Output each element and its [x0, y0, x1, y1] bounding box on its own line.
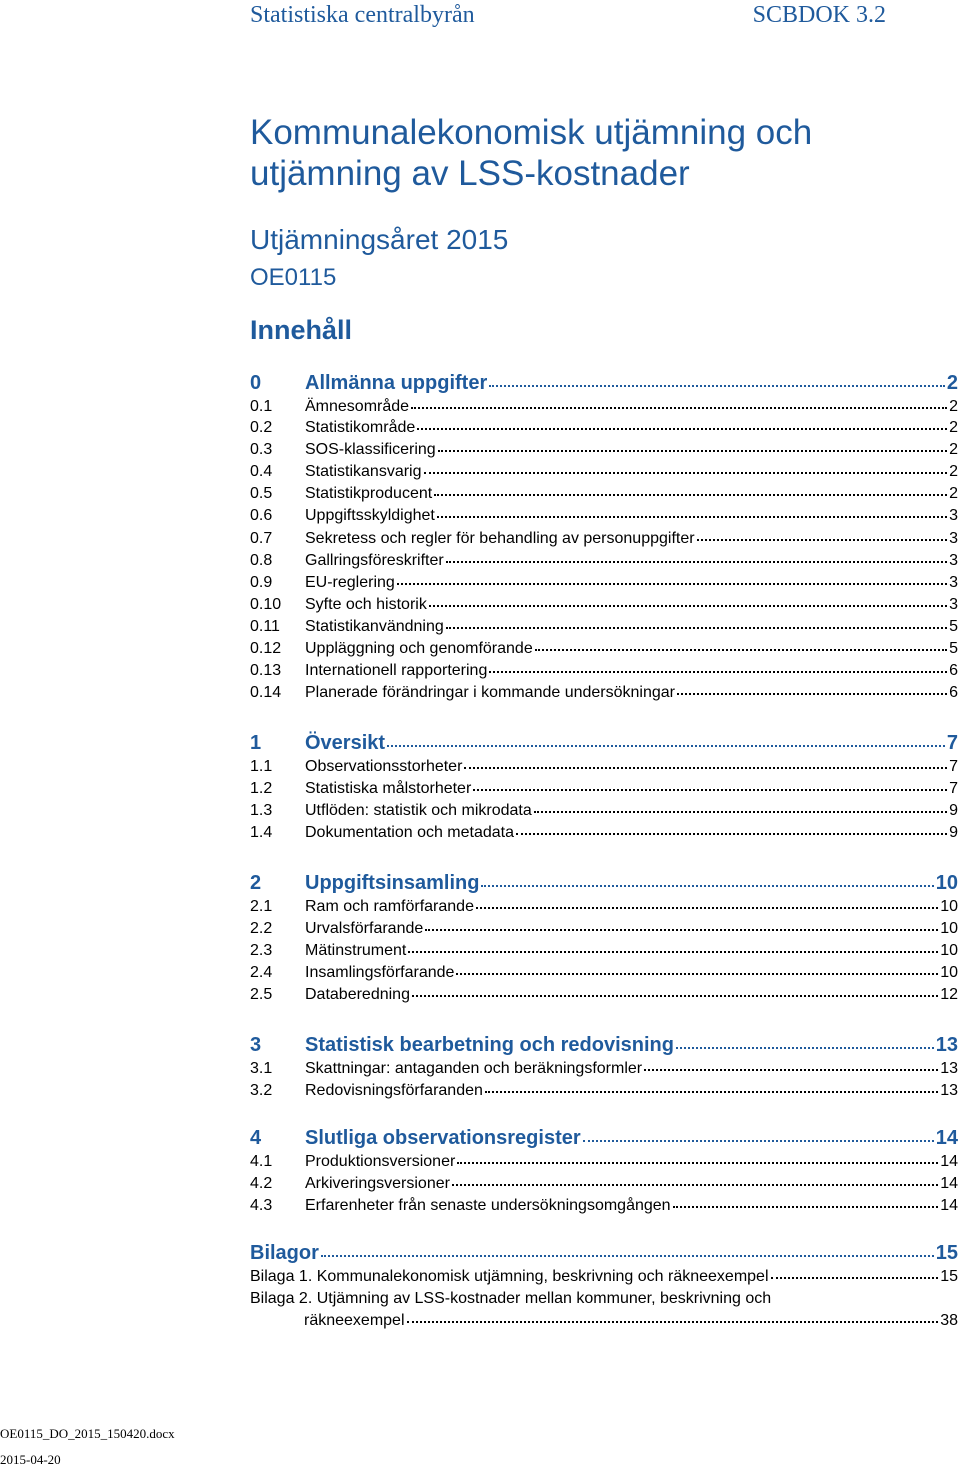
toc-entry-page: 38	[940, 1312, 958, 1329]
toc-entry[interactable]	[250, 398, 958, 416]
dot-leader	[464, 767, 947, 769]
toc-entry-number: 4.2	[250, 1175, 273, 1192]
dot-leader	[489, 385, 945, 387]
toc-entry-number: 0.5	[250, 485, 273, 502]
toc-entry-number: 0.14	[250, 684, 282, 701]
dot-leader	[534, 811, 947, 813]
dot-leader	[321, 1255, 934, 1257]
dot-leader	[473, 789, 947, 791]
toc-entry-title: Slutliga observationsregister	[305, 1127, 581, 1149]
toc-entry[interactable]	[250, 872, 958, 895]
toc-entry-number: 3.2	[250, 1082, 273, 1099]
toc-entry[interactable]	[250, 1175, 958, 1193]
toc-entry-number: 0	[250, 372, 262, 394]
toc-entry[interactable]	[250, 1268, 958, 1286]
toc-entry-title: Ram och ramförfarande	[305, 898, 474, 915]
dot-leader	[407, 1321, 939, 1323]
toc-entry-number: 0.2	[250, 419, 273, 436]
toc-entry-page: 13	[940, 1082, 958, 1099]
toc-entry-title: Erfarenheter från senaste undersökningsomgången	[305, 1197, 671, 1214]
dot-leader	[425, 929, 938, 931]
toc-entry-number: 0.10	[250, 596, 282, 613]
toc-entry-page: 2	[949, 463, 958, 480]
toc-entry-page: 13	[940, 1060, 958, 1077]
dot-leader	[446, 627, 947, 629]
toc-entry-title: Internationell rapportering	[305, 662, 488, 679]
toc-entry-page: 6	[949, 662, 958, 679]
toc-entry-number: 4.1	[250, 1153, 273, 1170]
dot-leader	[424, 472, 948, 474]
dot-leader	[456, 973, 938, 975]
toc-entry-number: 2.4	[250, 964, 273, 981]
toc-entry[interactable]	[250, 780, 958, 798]
toc-entry-page: 3	[949, 574, 958, 591]
toc-entry-title: Redovisningsförfaranden	[305, 1082, 483, 1099]
organization-name: Statistiska centralbyrån	[250, 2, 475, 28]
toc-entry[interactable]	[250, 684, 958, 702]
toc-entry[interactable]	[250, 1034, 958, 1057]
toc-entry-number: 4	[250, 1127, 262, 1149]
product-code: OE0115	[250, 264, 337, 291]
toc-entry-page: 3	[949, 596, 958, 613]
dot-leader	[485, 1091, 938, 1093]
toc-entry[interactable]	[250, 898, 958, 916]
toc-entry-number: 2.3	[250, 942, 273, 959]
toc-entry-number: 0.6	[250, 507, 273, 524]
toc-entry-page: 14	[935, 1127, 958, 1149]
dot-leader	[411, 407, 947, 409]
toc-entry-title: Ämnesområde	[305, 398, 410, 415]
toc-entry-number: 0.3	[250, 441, 273, 458]
toc-entry-page: 2	[949, 485, 958, 502]
toc-entry[interactable]	[250, 419, 958, 437]
toc-entry[interactable]	[250, 1242, 958, 1265]
toc-entry-title: SOS-klassificering	[305, 441, 436, 458]
toc-entry[interactable]	[250, 662, 958, 680]
toc-entry-title: Databeredning	[305, 986, 410, 1003]
toc-entry[interactable]	[250, 732, 958, 755]
toc-entry-title: Statistikområde	[305, 419, 416, 436]
dot-leader	[434, 494, 947, 496]
toc-entry-page: 10	[935, 872, 958, 894]
dot-leader	[583, 1140, 934, 1142]
toc-entry-number: 4.3	[250, 1197, 273, 1214]
toc-entry-title: Statistisk bearbetning och redovisning	[305, 1034, 674, 1056]
toc-entry[interactable]	[250, 552, 958, 570]
toc-entry-page: 10	[940, 942, 958, 959]
dot-leader	[412, 995, 938, 997]
toc-entry[interactable]	[250, 824, 958, 842]
toc-entry-title-continued: räkneexempel	[304, 1312, 405, 1329]
dot-leader	[673, 1206, 939, 1208]
toc-entry-title: Urvalsförfarande	[305, 920, 424, 937]
toc-entry-title: Statistikanvändning	[305, 618, 444, 635]
toc-entry[interactable]	[250, 463, 958, 481]
toc-entry[interactable]	[250, 1082, 958, 1100]
toc-entry-page: 14	[940, 1153, 958, 1170]
toc-entry-page: 2	[949, 441, 958, 458]
toc-entry-page: 3	[949, 552, 958, 569]
toc-entry-number: 1	[250, 732, 262, 754]
toc-entry-number: 3.1	[250, 1060, 273, 1077]
dot-leader	[452, 1184, 938, 1186]
dot-leader	[476, 907, 938, 909]
toc-entry-page: 12	[940, 986, 958, 1003]
toc-heading: Innehåll	[250, 315, 353, 345]
toc-entry-title: Bilaga 2. Utjämning av LSS-kostnader mellan kommuner, beskrivning och	[250, 1290, 772, 1307]
toc-entry-number: 2	[250, 872, 262, 894]
toc-entry-title: Observationsstorheter	[305, 758, 463, 775]
dot-leader	[438, 450, 947, 452]
toc-entry[interactable]	[250, 758, 958, 776]
footer-date: 2015-04-20	[0, 1452, 61, 1467]
toc-entry-page: 5	[949, 618, 958, 635]
toc-entry-title: Uppgiftsinsamling	[305, 872, 480, 894]
toc-entry-title: Statistikansvarig	[305, 463, 422, 480]
toc-entry-page: 10	[940, 898, 958, 915]
toc-entry-title: Statistikproducent	[305, 485, 433, 502]
toc-entry-number: 1.4	[250, 824, 273, 841]
toc-entry-number: 2.2	[250, 920, 273, 937]
toc-entry-title: Översikt	[305, 732, 386, 754]
document-subtitle: Utjämningsåret 2015	[250, 224, 509, 255]
toc-entry-page: 9	[949, 802, 958, 819]
toc-entry-number: 3	[250, 1034, 262, 1056]
footer-filename: OE0115_DO_2015_150420.docx	[0, 1426, 175, 1441]
toc-entry[interactable]	[250, 942, 958, 960]
toc-entry-page: 7	[949, 780, 958, 797]
dot-leader	[676, 1047, 934, 1049]
toc-entry[interactable]	[250, 485, 958, 503]
toc-entry[interactable]	[250, 507, 958, 525]
toc-entry-title: Skattningar: antaganden och beräkningsformler	[305, 1060, 643, 1077]
toc-entry-page: 7	[946, 732, 958, 754]
toc-entry-number: 0.9	[250, 574, 273, 591]
toc-entry-title: Uppgiftsskyldighet	[305, 507, 435, 524]
toc-entry[interactable]	[250, 802, 958, 820]
toc-entry-number: 2.5	[250, 986, 273, 1003]
toc-entry-page: 10	[940, 920, 958, 937]
dot-leader	[429, 605, 947, 607]
toc-entry[interactable]	[250, 372, 958, 395]
toc-entry-page: 3	[949, 507, 958, 524]
toc-entry-title: Statistiska målstorheter	[305, 780, 472, 797]
toc-entry-title: EU-reglering	[305, 574, 395, 591]
toc-entry-number: 0.13	[250, 662, 282, 679]
dot-leader	[481, 885, 933, 887]
dot-leader	[516, 833, 947, 835]
dot-leader	[697, 539, 948, 541]
toc-entry-title: Produktionsversioner	[305, 1153, 456, 1170]
toc-entry-number: 0.7	[250, 530, 273, 547]
dot-leader	[446, 561, 947, 563]
toc-entry-number: 0.1	[250, 398, 273, 415]
toc-entry-page: 13	[935, 1034, 958, 1056]
toc-entry-title: Gallringsföreskrifter	[305, 552, 444, 569]
toc-entry-title: Dokumentation och metadata	[305, 824, 515, 841]
dot-leader	[489, 671, 947, 673]
toc-entry[interactable]	[250, 640, 958, 658]
toc-entry-title: Arkiveringsversioner	[305, 1175, 450, 1192]
document-title: Kommunalekonomisk utjämning och utjämning av LSS-kostnader	[250, 113, 813, 193]
toc-entry-page: 2	[949, 419, 958, 436]
toc-entry-page: 6	[949, 684, 958, 701]
toc-entry-title: Syfte och historik	[305, 596, 427, 613]
toc-entry-page: 14	[940, 1197, 958, 1214]
dot-leader	[771, 1277, 939, 1279]
toc-entry-number: 1.3	[250, 802, 273, 819]
toc-entry-title: Sekretess och regler för behandling av personuppgifter	[305, 530, 695, 547]
toc-entry-page: 7	[949, 758, 958, 775]
toc-entry-title: Insamlingsförfarande	[305, 964, 455, 981]
toc-entry[interactable]	[250, 1197, 958, 1215]
toc-entry-page: 15	[935, 1242, 958, 1264]
toc-entry[interactable]	[250, 596, 958, 614]
toc-entry-number: 0.11	[250, 618, 280, 635]
toc-entry-title: Utflöden: statistik och mikrodata	[305, 802, 532, 819]
toc-entry-page: 14	[940, 1175, 958, 1192]
dot-leader	[457, 1162, 938, 1164]
toc-entry-page: 5	[949, 640, 958, 657]
toc-entry-page: 15	[940, 1268, 958, 1285]
toc-entry-page: 3	[949, 530, 958, 547]
dot-leader	[644, 1069, 938, 1071]
toc-entry-number: 1.2	[250, 780, 273, 797]
dot-leader	[677, 693, 947, 695]
dot-leader	[417, 428, 947, 430]
toc-entry-title: Mätinstrument	[305, 942, 407, 959]
toc-entry[interactable]	[250, 574, 958, 592]
toc-entry-page: 9	[949, 824, 958, 841]
toc-entry-title: Allmänna uppgifter	[305, 372, 488, 394]
toc-entry[interactable]	[250, 1153, 958, 1171]
document-id: SCBDOK 3.2	[752, 2, 886, 28]
toc-entry-number: 0.12	[250, 640, 282, 657]
toc-entry-page: 2	[949, 398, 958, 415]
toc-entry[interactable]	[250, 1060, 958, 1078]
toc-entry[interactable]	[250, 964, 958, 982]
toc-entry[interactable]	[250, 618, 958, 636]
toc-entry[interactable]	[250, 1127, 958, 1150]
toc-entry-title: Uppläggning och genomförande	[305, 640, 533, 657]
toc-entry-page: 2	[946, 372, 958, 394]
toc-entry-number: 0.4	[250, 463, 273, 480]
toc-entry-title: Bilaga 1. Kommunalekonomisk utjämning, beskrivning och räkneexempel	[250, 1268, 769, 1285]
dot-leader	[535, 649, 947, 651]
page-header	[250, 0, 886, 40]
dot-leader	[408, 951, 938, 953]
toc-entry-page: 10	[940, 964, 958, 981]
toc-entry-title: Bilagor	[250, 1242, 319, 1264]
toc-entry-number: 2.1	[250, 898, 273, 915]
toc-entry[interactable]	[250, 441, 958, 459]
dot-leader	[437, 516, 947, 518]
toc-entry-number: 1.1	[250, 758, 273, 775]
dot-leader	[397, 583, 947, 585]
dot-leader	[387, 745, 945, 747]
toc-entry[interactable]	[250, 986, 958, 1004]
toc-entry-title: Planerade förändringar i kommande undersökningar	[305, 684, 675, 701]
toc-entry[interactable]	[250, 530, 958, 548]
toc-entry-wrapped[interactable]	[250, 1288, 958, 1332]
toc-entry[interactable]	[250, 920, 958, 938]
toc-entry-number: 0.8	[250, 552, 273, 569]
